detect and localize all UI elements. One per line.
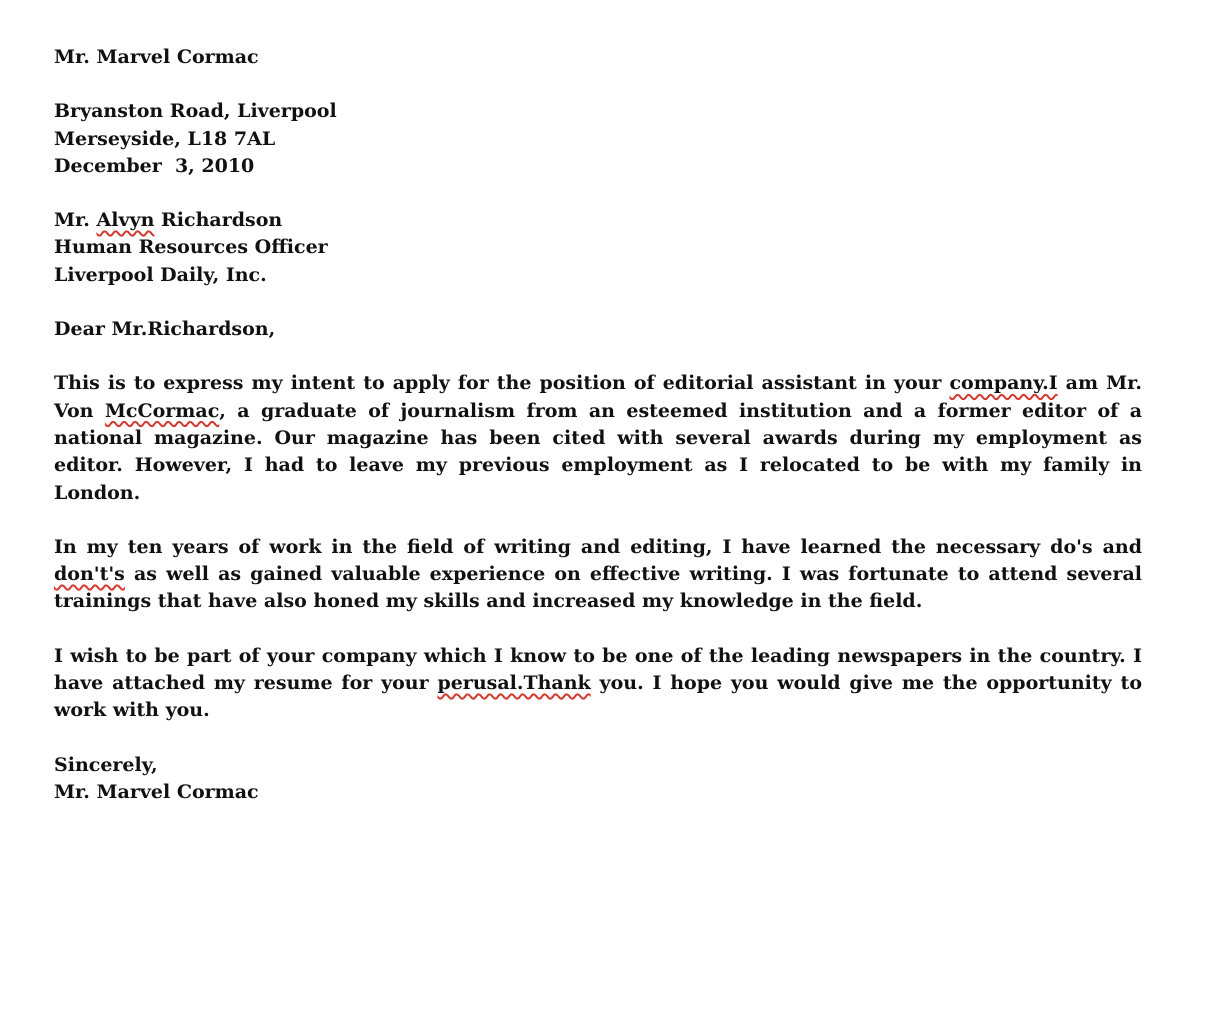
paragraph1-text-c: , a graduate of journalism from an esteemed institution and a former editor of a national magazine. Our magazine has been cited with several awards during my employment as editor. However, I had to leave my previous employment as I relocated to be with my family in London. (54, 399, 1143, 504)
signature-name: Mr. Marvel Cormac (54, 780, 259, 803)
paragraph3-text-a: I wish to be part of your company which I know to be one of the leading newspapers in the country. I have attached my resume for your (54, 644, 1142, 695)
paragraph3-text-b: you. I hope you would give me the opportunity to work with you. (54, 672, 1142, 722)
body-paragraph-1 (54, 370, 1142, 506)
closing-block (54, 752, 1142, 807)
sender-address-line2: Merseyside, L18 7AL (54, 127, 276, 150)
letter-document (54, 44, 1142, 806)
paragraph3-flagged-word-1: perusal.Thank (437, 672, 591, 695)
letter-date: December 3, 2010 (54, 154, 255, 177)
salutation: Dear Mr.Richardson, (54, 318, 276, 341)
recipient-company: Liverpool Daily, Inc. (54, 263, 267, 286)
recipient-block (54, 207, 1142, 289)
sender-name: Mr. Marvel Cormac (54, 46, 259, 68)
valediction: Sincerely, (54, 753, 158, 776)
paragraph1-flagged-word-2: McCormac (104, 399, 220, 422)
recipient-name-last: Richardson (154, 209, 283, 232)
paragraph1-text-a: This is to express my intent to apply for the position of editorial assistant in your (54, 372, 950, 395)
body-paragraph-3 (54, 643, 1142, 725)
paragraph1-flagged-word-1: company.I (949, 372, 1058, 395)
paragraph2-text-a: In my ten years of work in the field of writing and editing, I have learned the necessary do's and (54, 535, 1142, 558)
paragraph1-text-b: am Mr. Von (54, 372, 1142, 422)
recipient-name-prefix: Mr. (54, 209, 97, 232)
sender-block (54, 44, 1142, 180)
paragraph2-text-b: as well as gained valuable experience on effective writing. I was fortunate to attend several trainings that have also honed my skills and increased my knowledge in the field. (54, 563, 1142, 613)
sender-address-line1: Bryanston Road, Liverpool (54, 100, 337, 123)
recipient-name-first: Alvyn (96, 209, 155, 232)
paragraph2-flagged-word-1: don't's (54, 563, 125, 586)
recipient-title: Human Resources Officer (54, 236, 328, 259)
body-paragraph-2 (54, 534, 1142, 616)
recipient-name (54, 207, 1142, 234)
